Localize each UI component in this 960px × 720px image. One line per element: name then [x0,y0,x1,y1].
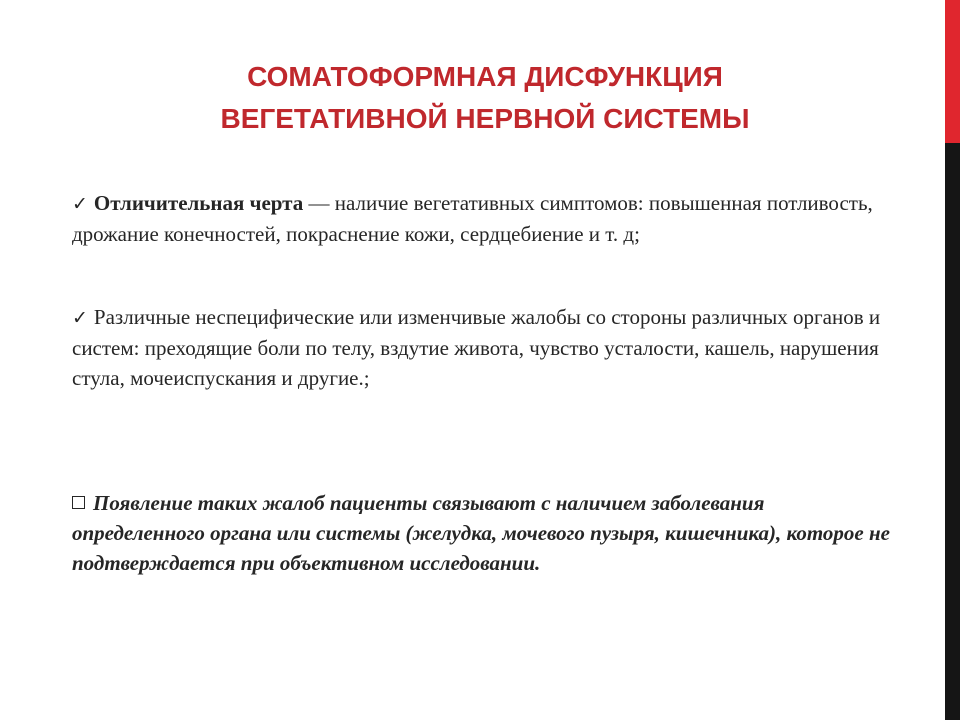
checkbox-square-icon [72,496,85,509]
title-line-2: ВЕГЕТАТИВНОЙ НЕРВНОЙ СИСТЕМЫ [220,103,750,134]
accent-bar-red [945,0,960,143]
bullet-text: Различные неспецифические или изменчивые жалобы со стороны различных органов и систем: преходящие боли по телу, вздутие живота, чувство усталости, кашель, нарушения стула, мочеиспускания и другие.; [72,305,881,390]
bullet-item [72,302,892,393]
bullet-item [72,188,892,249]
checkmark-icon: ✓ [72,307,88,329]
accent-bar-black [945,143,960,720]
bullet-text: — наличие вегетативных симптомов: повышенная потливость, дрожание конечностей, покраснение кожи, сердцебиение и т. д; [72,191,873,246]
title-line-1: СОМАТОФОРМНАЯ ДИСФУНКЦИЯ [247,61,723,92]
bullet-text: Появление таких жалоб пациенты связывают с наличием заболевания определенного органа или системы (желудка, мочевого пузыря, кишечника), которое не подтверждается при объективном исследовании. [72,491,890,575]
slide-title [120,56,850,140]
bullet-item-emphasis [72,488,892,578]
checkmark-icon: ✓ [72,193,88,215]
bullet-bold-lead: Отличительная черта [93,191,304,215]
